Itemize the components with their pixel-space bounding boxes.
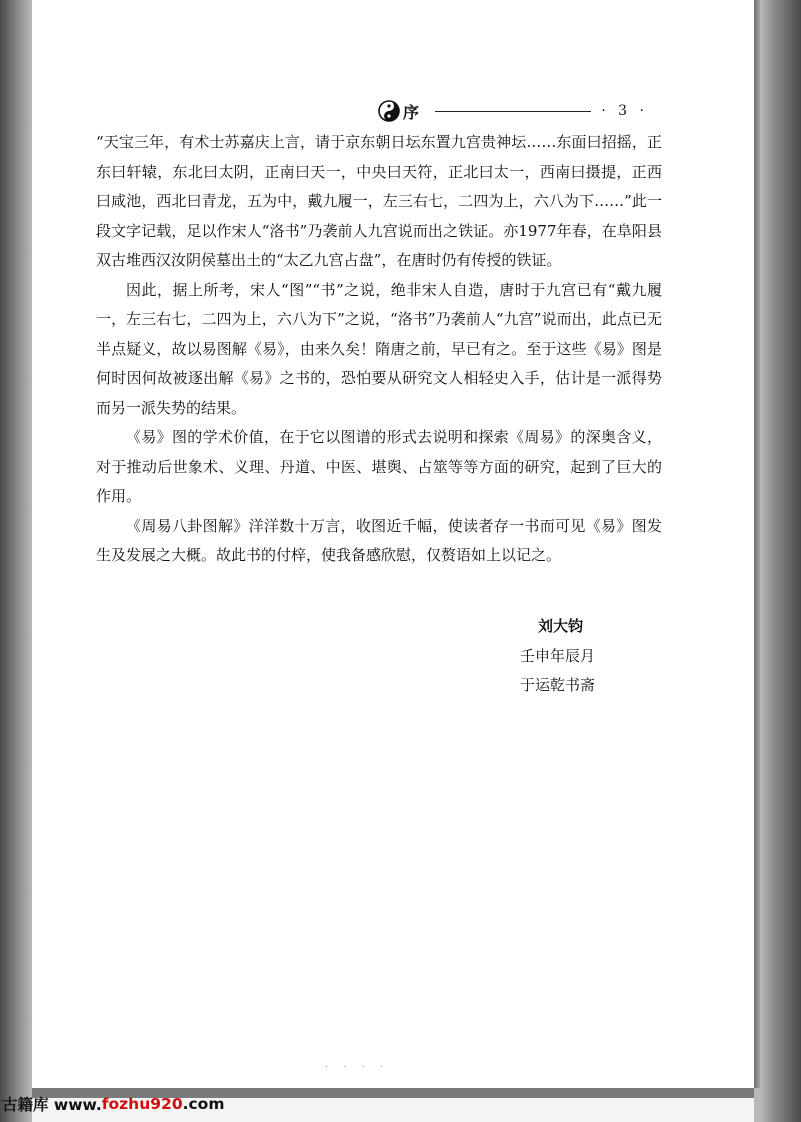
paragraph-4: 《周易八卦图解》洋洋数十万言，收图近千幅，使读者存一书而可见《易》图发生及发展之大概。故此书的付梓，使我备感欣慰，仅赘语如上以记之。: [96, 516, 662, 564]
preface-text: [96, 128, 662, 571]
author-name: 刘大钧: [538, 617, 584, 635]
signature-block: [520, 612, 660, 701]
watermark-suffix: .com: [182, 1095, 225, 1113]
paragraph-2: 因此，据上所考，宋人“图”“书”之说，绝非宋人自造，唐时于九宫已有“戴九履一，左三右七，二四为上，六八为下”之说，“洛书”乃袭前人“九宫”说而出，此点已无半点疑义，故以易图解《易》，由来久矣！隋唐之前，早已有之。至于这些《易》图是何时因何故被逐出解《易》之书的，恐怕要从研究文人相轻史入手，估计是一派得势而另一派失势的结果。: [96, 280, 662, 417]
watermark-prefix: 古籍库 www.: [2, 1096, 102, 1114]
paragraph-3: 《易》图的学术价值，在于它以图谱的形式去说明和探索《周易》的深奥含义，对于推动后世象术、义理、丹道、中医、堪舆、占筮等等方面的研究，起到了巨大的作用。: [96, 428, 662, 505]
watermark-domain: fozhu920: [101, 1095, 183, 1113]
paragraph-1: “天宝三年，有术士苏嘉庆上言，请于京东朝日坛东置九宫贵神坛……东面曰招摇，正东曰轩辕，东北曰太阴，正南曰天一，中央曰天符，正北曰太一，西南曰摄提，正西曰咸池，西北曰青龙，五为中，戴九履一，左三右七，二四为上，六八为下……”此一段文字记载，足以作宋人“洛书”乃袭前人九宫说而出之铁证。亦1977年春，在阜阳县双古堆西汉汝阴侯墓出土的“太乙九宫占盘”，在唐时仍有传授的铁证。: [96, 133, 662, 269]
page-number: · 3 ·: [601, 103, 648, 119]
yin-yang-icon: [378, 100, 400, 122]
header-title: 序: [403, 102, 420, 122]
signature-place: 于运乾书斋: [520, 676, 596, 694]
header-rule: [435, 111, 591, 112]
site-watermark: [2, 1093, 225, 1115]
page-edge-shadow: [754, 0, 760, 1088]
faint-footer-marks: · · · ·: [325, 1062, 390, 1073]
running-header: [378, 99, 648, 123]
signature-date: 壬申年辰月: [520, 646, 596, 665]
